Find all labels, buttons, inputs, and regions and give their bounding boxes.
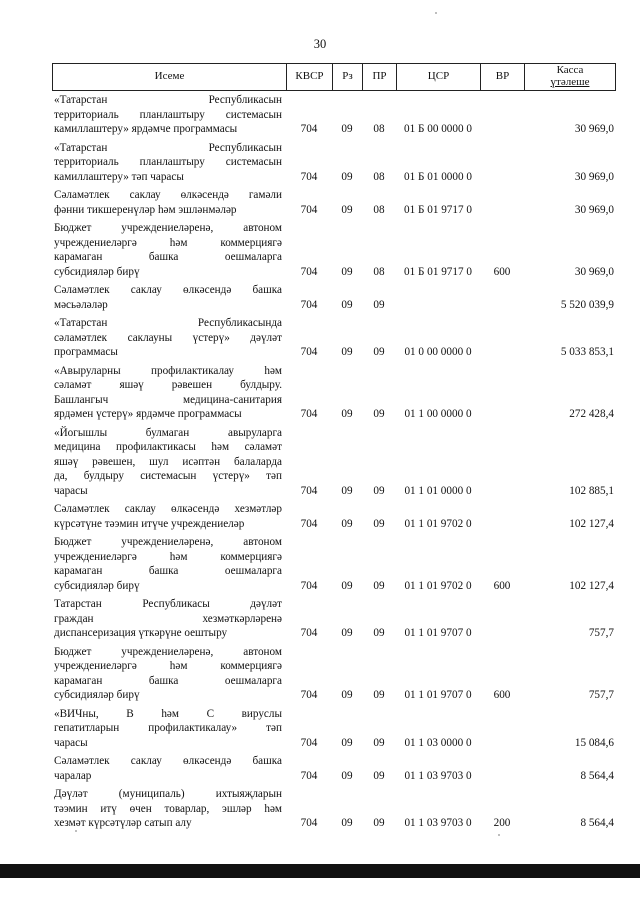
row-pr: 09 xyxy=(373,579,385,592)
header-pr: ПР xyxy=(363,64,397,90)
row-amount: 15 084,6 xyxy=(574,736,614,749)
row-name xyxy=(54,502,282,531)
row-pr: 09 xyxy=(373,769,385,782)
row-name-line: чаралар xyxy=(54,769,92,782)
row-kvsr: 704 xyxy=(300,170,318,183)
row-name-line: да, булдыру системасын үстерү» тәп xyxy=(54,470,282,482)
row-pr: 08 xyxy=(373,123,385,135)
row-amount: 30 969,0 xyxy=(574,170,614,183)
header-csr: ЦСР xyxy=(397,64,481,90)
table-row xyxy=(52,364,616,422)
row-rz: 09 xyxy=(341,769,353,782)
row-csr: 01 1 01 0000 0 xyxy=(404,484,472,497)
row-csr: 01 Б 00 0000 0 xyxy=(404,123,472,135)
row-name-line: сәламәтлек саклауны үстерү» дәүләт xyxy=(54,331,282,344)
header-name: Исеме xyxy=(53,64,287,90)
row-name-line: Сәламәтлек саклау өлкәсендә гамәли xyxy=(54,189,282,201)
row-name-line: тәэмин итү өчен товарлар, эшләр һәм xyxy=(54,802,282,815)
row-csr: 01 1 03 9703 0 xyxy=(404,817,472,829)
row-pr: 09 xyxy=(373,517,385,530)
row-pr: 08 xyxy=(373,265,385,278)
row-name xyxy=(54,707,282,751)
row-kvsr: 704 xyxy=(300,265,318,278)
header-amount-line2: үтәлеше xyxy=(550,76,590,88)
row-pr: 09 xyxy=(373,298,385,311)
row-name-line: карамаган башка оешмаларга xyxy=(54,674,282,687)
row-vr: 200 xyxy=(493,817,511,829)
row-name-line: яшәү рәвешен, шул исәптән балаларда xyxy=(54,455,282,468)
row-name-line: камиллаштеру» тәп чарасы xyxy=(54,170,184,183)
row-amount: 102 127,4 xyxy=(569,517,614,530)
row-name-line: Башлангыч медицина-санитария xyxy=(54,393,282,406)
row-pr: 09 xyxy=(373,736,385,749)
row-name xyxy=(54,141,282,185)
row-name xyxy=(54,535,282,593)
row-name xyxy=(54,283,282,312)
row-name-line: «Татарстан Республикасын xyxy=(54,94,282,106)
row-name xyxy=(54,597,282,641)
table-row xyxy=(52,283,616,312)
row-name-line: «Татарстан Республикасында xyxy=(54,317,282,329)
table-header xyxy=(52,63,616,91)
row-amount: 5 520 039,9 xyxy=(560,298,614,311)
table-row xyxy=(52,93,616,137)
row-name-line: субсидияләр бирү xyxy=(54,689,140,701)
row-name-line: ярдәмен үстерү» ярдәмче программасы xyxy=(54,408,242,420)
row-amount: 30 969,0 xyxy=(574,203,614,216)
row-csr: 01 1 01 9702 0 xyxy=(404,579,472,592)
row-rz: 09 xyxy=(341,579,353,592)
row-pr: 09 xyxy=(373,689,385,701)
row-name-line: «Татарстан Республикасын xyxy=(54,141,282,154)
row-name-line: субсидияләр бирү xyxy=(54,579,140,592)
row-rz: 09 xyxy=(341,298,353,311)
row-amount: 5 033 853,1 xyxy=(560,346,614,358)
row-name xyxy=(54,221,282,279)
row-name-line: гепатитларын профилактикалау» тәп xyxy=(54,722,282,734)
row-csr: 01 Б 01 0000 0 xyxy=(404,170,472,183)
header-amount xyxy=(525,64,615,90)
row-csr: 01 Б 01 9717 0 xyxy=(404,203,472,216)
row-name-line: Бюджет учреждениеләренә, автоном xyxy=(54,645,282,658)
table-row xyxy=(52,188,616,217)
row-csr: 01 1 03 0000 0 xyxy=(404,736,472,749)
row-pr: 09 xyxy=(373,484,385,497)
row-name-line: территориаль планлаштыру системасын xyxy=(54,156,282,168)
table-row xyxy=(52,316,616,360)
row-kvsr: 704 xyxy=(300,408,318,420)
row-rz: 09 xyxy=(341,817,353,829)
row-name-line: Сәламәтлек саклау өлкәсендә башка xyxy=(54,755,282,767)
row-name-line: учреждениеләргә һәм коммерциягә xyxy=(54,660,282,672)
row-kvsr: 704 xyxy=(300,346,318,358)
row-rz: 09 xyxy=(341,484,353,497)
row-csr: 01 0 00 0000 0 xyxy=(404,346,472,358)
row-kvsr: 704 xyxy=(300,627,318,639)
row-name xyxy=(54,188,282,217)
row-rz: 09 xyxy=(341,627,353,639)
row-kvsr: 704 xyxy=(300,203,318,216)
row-kvsr: 704 xyxy=(300,817,318,829)
row-rz: 09 xyxy=(341,408,353,420)
row-amount: 102 127,4 xyxy=(569,579,614,592)
row-name-line: күрсәтүне тәэмин итүче учреждениеләр xyxy=(54,517,245,530)
row-csr: 01 1 01 9707 0 xyxy=(404,627,472,639)
row-name-line: учреждениеләргә һәм коммерциягә xyxy=(54,550,282,563)
row-name xyxy=(54,316,282,360)
row-kvsr: 704 xyxy=(300,689,318,701)
row-name xyxy=(54,754,282,783)
scan-speck xyxy=(498,834,500,836)
row-name-line: медицина профилактикасы һәм сәламәт xyxy=(54,441,282,453)
row-pr: 09 xyxy=(373,627,385,639)
table-row xyxy=(52,754,616,783)
row-name-line: Сәламәтлек саклау өлкәсендә башка xyxy=(54,284,282,296)
header-rz: Рз xyxy=(333,64,363,90)
row-kvsr: 704 xyxy=(300,517,318,530)
row-amount: 30 969,0 xyxy=(574,123,614,135)
row-csr: 01 1 00 0000 0 xyxy=(404,408,472,420)
row-amount: 757,7 xyxy=(588,627,614,639)
row-rz: 09 xyxy=(341,689,353,701)
row-amount: 30 969,0 xyxy=(574,265,614,278)
header-vr: ВР xyxy=(481,64,525,90)
row-rz: 09 xyxy=(341,170,353,183)
row-name xyxy=(54,364,282,422)
row-name-line: камиллаштеру» ярдәмче программасы xyxy=(54,123,238,135)
header-kvsr: КВСР xyxy=(287,64,333,90)
row-name-line: карамаган башка оешмаларга xyxy=(54,565,282,577)
row-name xyxy=(54,787,282,831)
row-amount: 8 564,4 xyxy=(580,817,614,829)
row-name-line: Бюджет учреждениеләренә, автоном xyxy=(54,536,282,548)
row-rz: 09 xyxy=(341,736,353,749)
row-name-line: мәсьәләләр xyxy=(54,298,108,311)
row-name-line: Татарстан Республикасы дәүләт xyxy=(54,598,282,610)
row-pr: 08 xyxy=(373,203,385,216)
table-row xyxy=(52,221,616,279)
row-vr: 600 xyxy=(493,689,511,701)
row-name-line: «Йогышлы булмаган авыруларга xyxy=(54,426,282,439)
row-name-line: чарасы xyxy=(54,736,88,749)
table-row xyxy=(52,787,616,831)
row-name-line: хезмәт күрсәтүләр сатып алу xyxy=(54,817,192,829)
row-csr: 01 Б 01 9717 0 xyxy=(404,265,472,278)
table-row xyxy=(52,707,616,751)
row-name xyxy=(54,426,282,499)
row-amount: 102 885,1 xyxy=(569,484,614,497)
table-row xyxy=(52,597,616,641)
row-name-line: территориаль планлаштыру системасын xyxy=(54,108,282,121)
row-kvsr: 704 xyxy=(300,736,318,749)
bottom-scan-bar xyxy=(0,864,640,878)
row-kvsr: 704 xyxy=(300,298,318,311)
row-rz: 09 xyxy=(341,265,353,278)
row-rz: 09 xyxy=(341,346,353,358)
table-row xyxy=(52,535,616,593)
row-amount: 757,7 xyxy=(588,689,614,701)
row-name xyxy=(54,93,282,137)
scan-speck xyxy=(435,12,437,14)
table-row xyxy=(52,141,616,185)
row-amount: 272 428,4 xyxy=(569,408,614,420)
table-row xyxy=(52,645,616,703)
row-kvsr: 704 xyxy=(300,769,318,782)
row-vr: 600 xyxy=(493,265,511,278)
row-kvsr: 704 xyxy=(300,484,318,497)
row-kvsr: 704 xyxy=(300,123,318,135)
row-rz: 09 xyxy=(341,517,353,530)
row-csr: 01 1 01 9702 0 xyxy=(404,517,472,530)
row-name-line: субсидияләр бирү xyxy=(54,265,140,278)
scan-speck xyxy=(75,830,77,832)
header-amount-line1: Касса xyxy=(556,64,584,77)
row-amount: 8 564,4 xyxy=(580,769,614,782)
row-name-line: учреждениеләргә һәм коммерциягә xyxy=(54,236,282,249)
row-name-line: чарасы xyxy=(54,484,88,497)
row-name-line: Бюджет учреждениеләренә, автоном xyxy=(54,222,282,234)
row-name-line: «Авыруларны профилактикалау һәм xyxy=(54,364,282,377)
row-pr: 09 xyxy=(373,408,385,420)
row-pr: 09 xyxy=(373,817,385,829)
row-kvsr: 704 xyxy=(300,579,318,592)
row-name-line: диспансеризация үткәрүне оештыру xyxy=(54,627,228,639)
row-vr: 600 xyxy=(493,579,511,592)
row-csr: 01 1 01 9707 0 xyxy=(404,689,472,701)
table-row xyxy=(52,426,616,499)
row-pr: 08 xyxy=(373,170,385,183)
row-name-line: сәламәт яшәү рәвешен булдыру. xyxy=(54,379,282,391)
row-name-line: программасы xyxy=(54,346,118,358)
row-name-line: Дәүләт (муниципаль) ихтыяҗларын xyxy=(54,788,282,800)
table-row xyxy=(52,502,616,531)
row-name-line: граждан хезмәткәрләренә xyxy=(54,612,282,625)
page-number: 30 xyxy=(313,37,327,51)
row-name-line: карамаган башка оешмаларга xyxy=(54,251,282,263)
row-name-line: Сәламәтлек саклау өлкәсендә хезмәтләр xyxy=(54,503,282,515)
row-rz: 09 xyxy=(341,123,353,135)
row-name-line: фәнни тикшеренүләр һәм эшләнмәләр xyxy=(54,203,237,216)
row-name xyxy=(54,645,282,703)
row-pr: 09 xyxy=(373,346,385,358)
row-name-line: «ВИЧны, В һәм С вируслы xyxy=(54,707,282,720)
row-csr: 01 1 03 9703 0 xyxy=(404,769,472,782)
row-rz: 09 xyxy=(341,203,353,216)
